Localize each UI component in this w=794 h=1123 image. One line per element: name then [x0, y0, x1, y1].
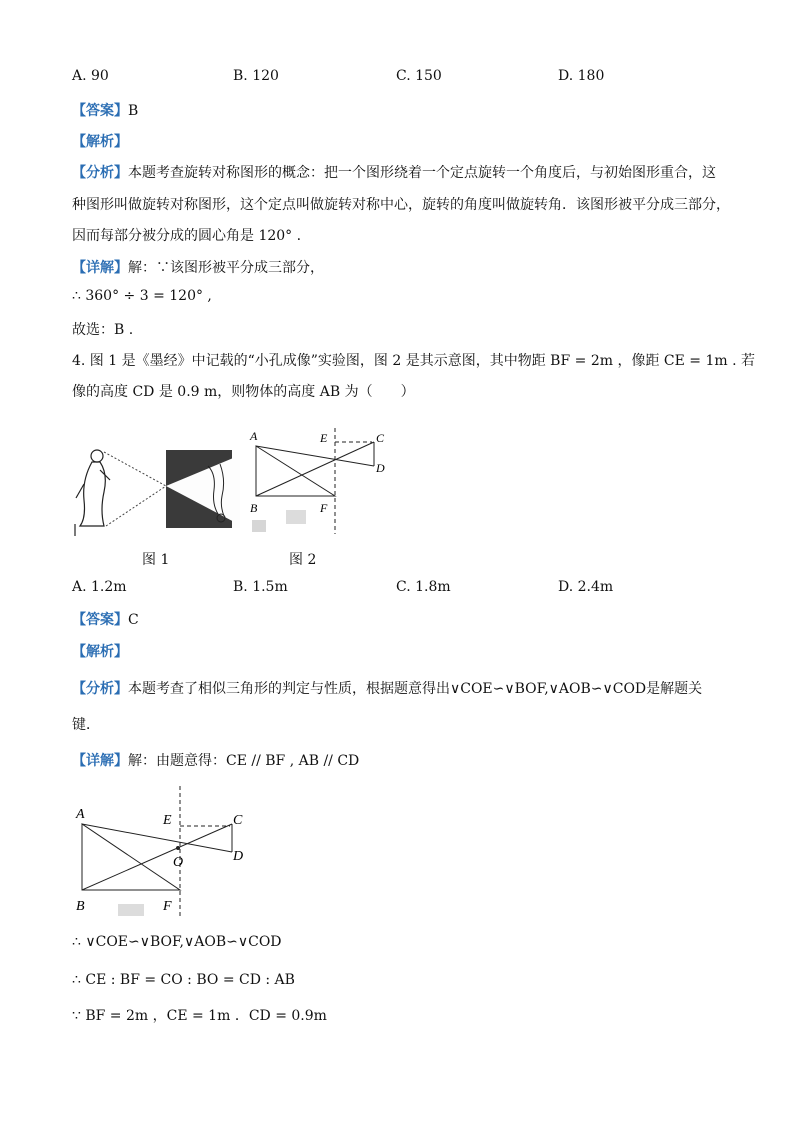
fenxi-text: 本题考查旋转对称图形的概念：把一个图形绕着一个定点旋转一个角度后，与初始图形重合，这 — [128, 165, 716, 181]
analysis-tag: 【解析】 — [72, 644, 128, 660]
q3-fenxi-line-1 — [72, 162, 716, 182]
q3-option-d: D. 180 — [558, 68, 605, 84]
figure-2-caption: 图 2 — [289, 552, 317, 568]
label-A: A — [76, 807, 85, 822]
detail-tag: 【详解】 — [72, 260, 128, 276]
label-A: A — [250, 429, 258, 443]
q4-fenxi-line-2: 键． — [72, 717, 100, 733]
label-B: B — [250, 501, 258, 515]
q3-fenxi-line-2: 种图形叫做旋转对称图形，这个定点叫做旋转对称中心，旋转的角度叫做旋转角．该图形被平分成三部分， — [72, 197, 730, 213]
q4-step-2: ∴ CE : BF = CO : BO = CD : AB — [72, 972, 295, 988]
label-C: C — [233, 813, 243, 828]
figure-2-diagram — [246, 424, 396, 536]
q4-answer-row — [72, 609, 139, 629]
analysis-tag: 【解析】 — [72, 134, 128, 150]
fenxi-text: 本题考查了相似三角形的判定与性质，根据题意得出∨COE∽∨BOF,∨AOB∽∨COD是解题关 — [128, 681, 703, 697]
answer-tag: 【答案】 — [72, 103, 128, 119]
detail-text: 解：由题意得：CE // BF , AB // CD — [128, 753, 360, 769]
q3-answer-row — [72, 100, 138, 120]
detail-tag: 【详解】 — [72, 753, 128, 769]
q3-option-b: B. 120 — [233, 68, 279, 84]
q3-detail-line-2: ∴ 360° ÷ 3 = 120° , — [72, 288, 212, 304]
label-O: O — [173, 855, 184, 870]
q4-step-1: ∴ ∨COE∽∨BOF,∨AOB∽∨COD — [72, 934, 282, 950]
q4-detail-line-1 — [72, 750, 359, 770]
q4-option-b: B. 1.5m — [233, 579, 288, 595]
q4-stem-line-1: 4. 图 1 是《墨经》中记载的“小孔成像”实验图，图 2 是其示意图，其中物距 BF = 2m ，像距 CE = 1m . 若 — [72, 353, 755, 369]
label-D: D — [376, 461, 385, 475]
q3-fenxi-line-3: 因而每部分被分成的圆心角是 120° . — [72, 228, 302, 244]
q3-analysis-row — [72, 131, 128, 151]
detail-text: 解：∵该图形被平分成三部分， — [128, 260, 324, 276]
q4-step-3: ∵ BF = 2m ，CE = 1m ．CD = 0.9m — [72, 1008, 327, 1024]
q4-fenxi-line-1 — [72, 678, 702, 698]
label-F: F — [163, 899, 172, 914]
q3-option-a: A. 90 — [72, 68, 109, 84]
q4-stem-line-2: 像的高度 CD 是 0.9 m，则物体的高度 AB 为（ ） — [72, 384, 415, 400]
answer-value: B — [128, 103, 139, 119]
q3-detail-line-3: 故选：B . — [72, 322, 134, 338]
label-B: B — [76, 899, 85, 914]
q4-option-c: C. 1.8m — [396, 579, 451, 595]
figure-1-illustration — [70, 440, 250, 540]
label-E: E — [163, 813, 172, 828]
answer-value: C — [128, 612, 139, 628]
q3-detail-line-1 — [72, 257, 324, 277]
figure-1-caption: 图 1 — [142, 552, 170, 568]
label-E: E — [320, 431, 328, 445]
label-F: F — [320, 501, 328, 515]
label-D: D — [233, 849, 244, 864]
fenxi-tag: 【分析】 — [72, 165, 128, 181]
fenxi-tag: 【分析】 — [72, 681, 128, 697]
label-C: C — [376, 431, 385, 445]
q4-analysis-row — [72, 641, 128, 661]
q4-option-a: A. 1.2m — [72, 579, 127, 595]
q4-option-d: D. 2.4m — [558, 579, 614, 595]
answer-tag: 【答案】 — [72, 612, 128, 628]
person-figure — [76, 450, 110, 526]
solution-diagram — [70, 784, 260, 920]
q3-option-c: C. 150 — [396, 68, 442, 84]
